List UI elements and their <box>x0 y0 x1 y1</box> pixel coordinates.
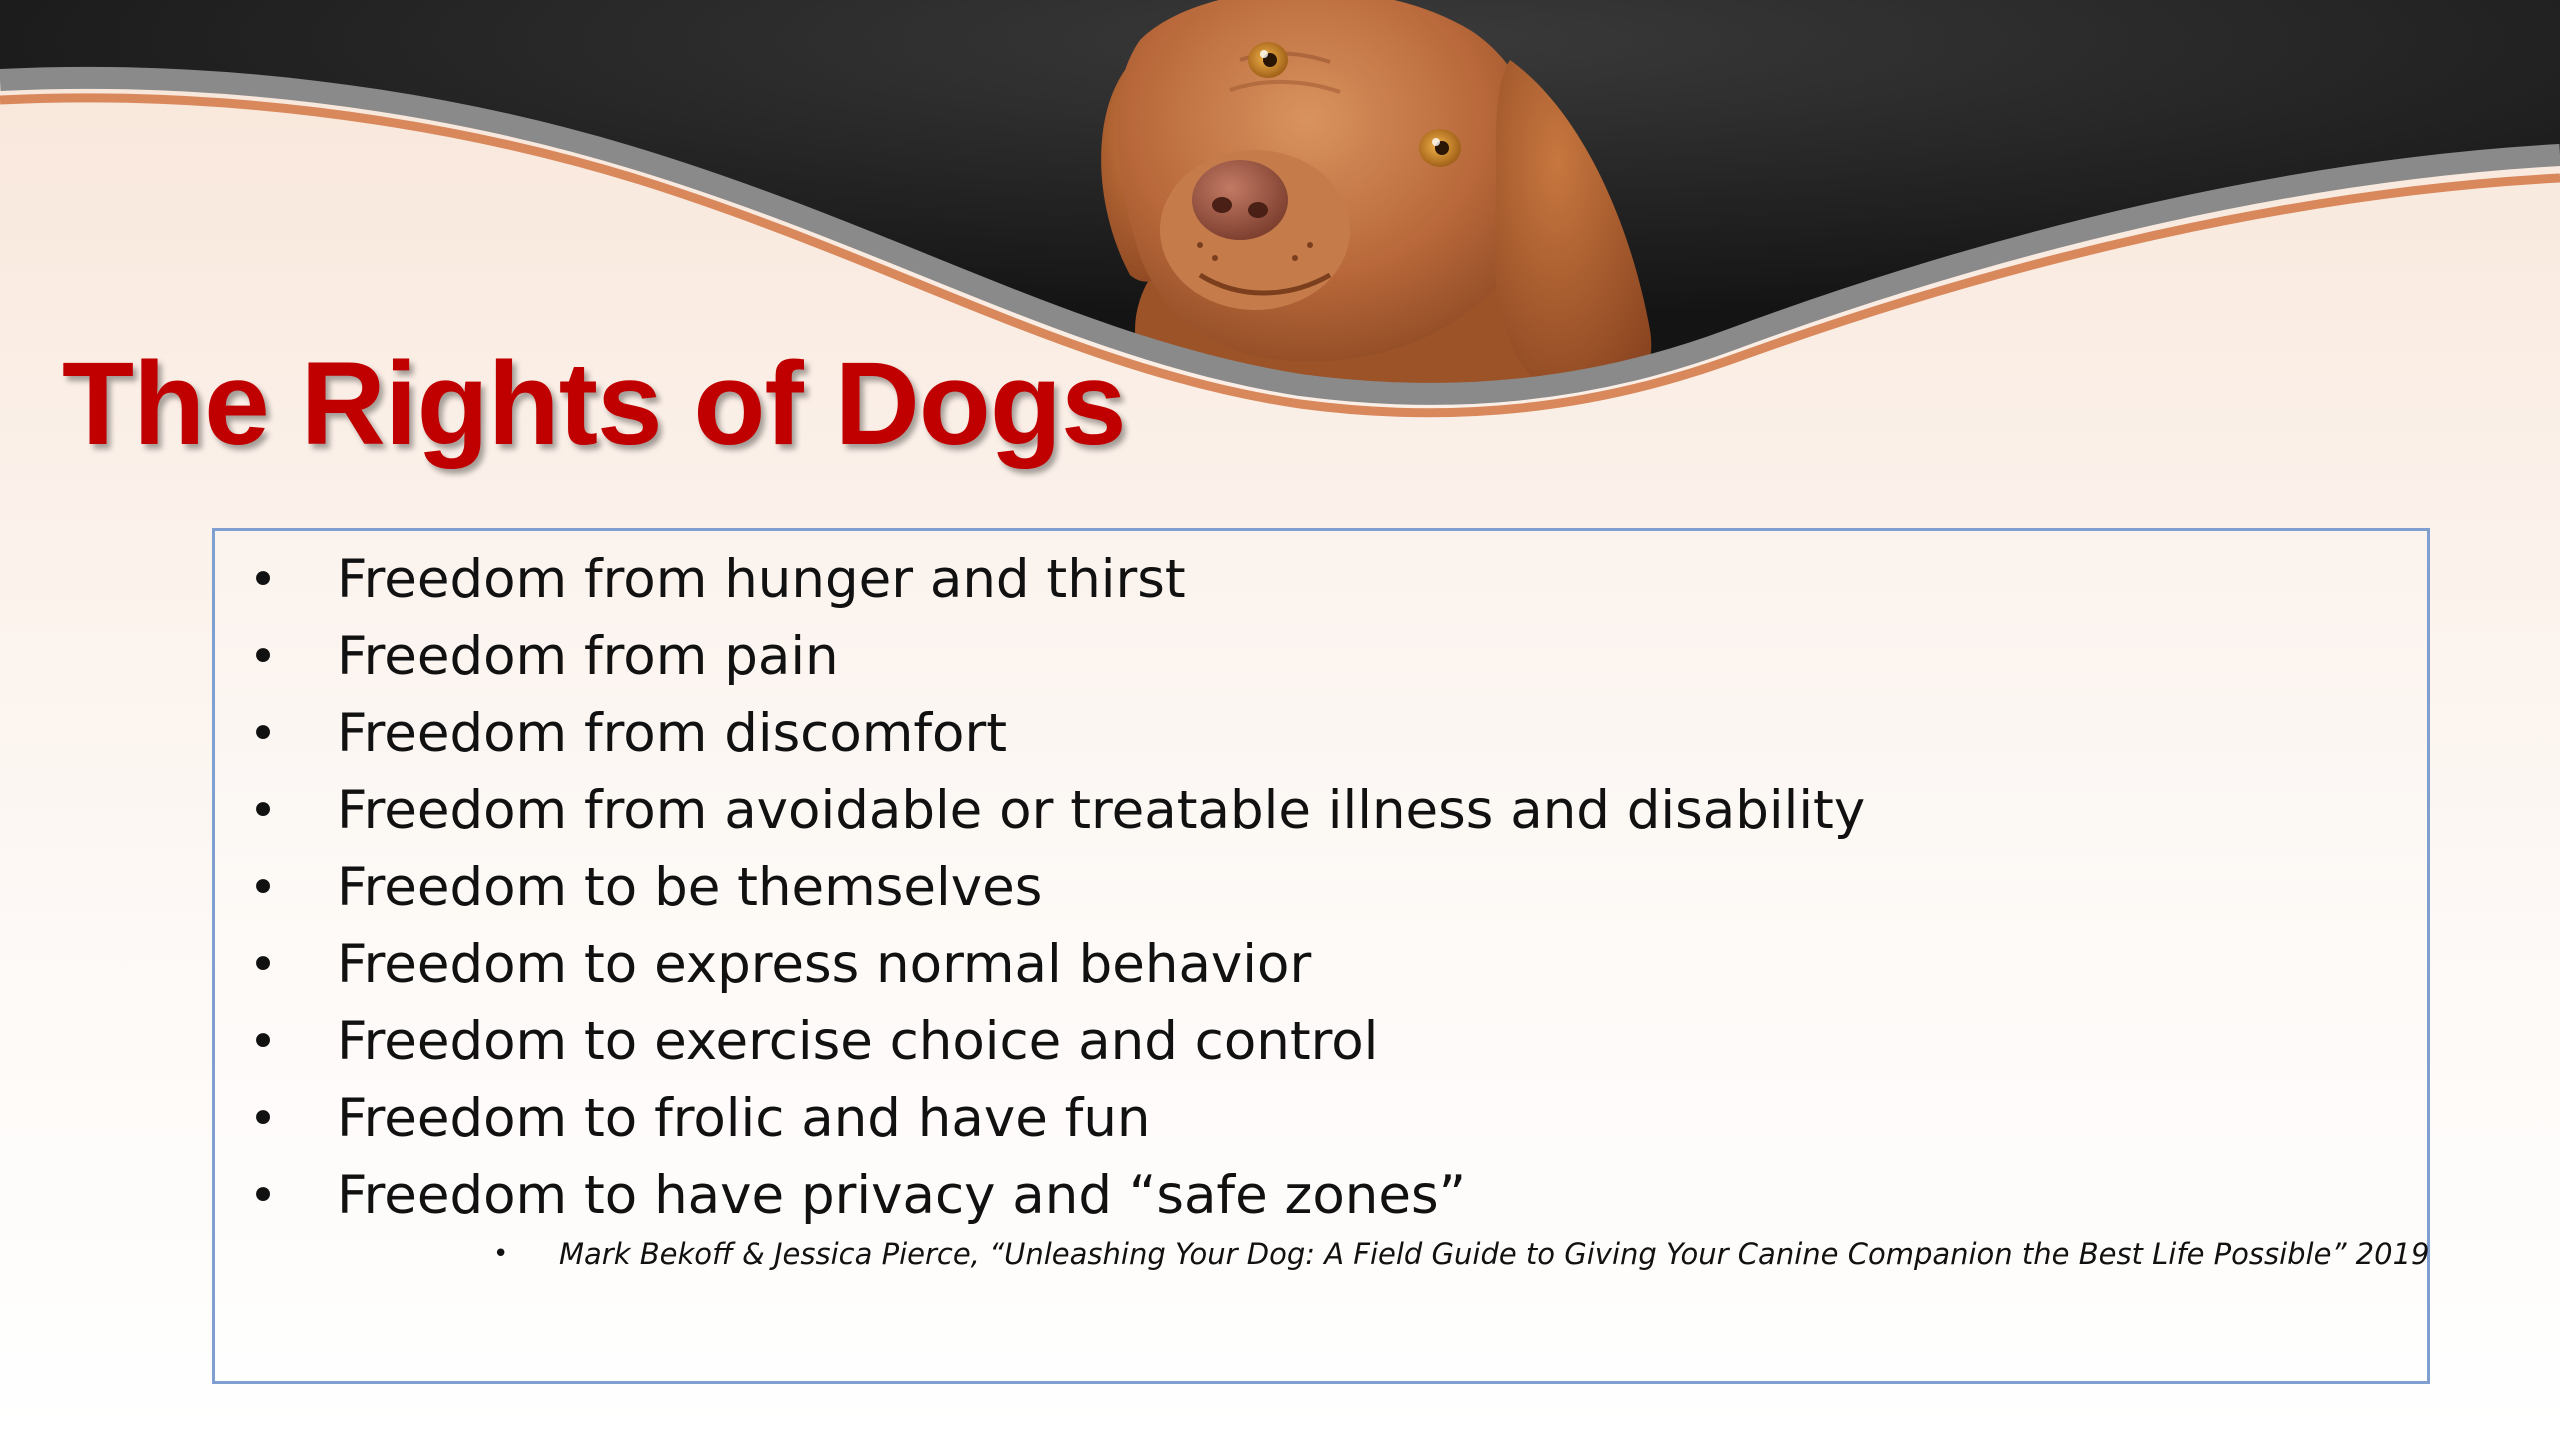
page-title: The Rights of Dogs <box>62 338 1126 470</box>
list-item-text: Freedom to be themselves <box>337 857 1043 918</box>
list-item-text: Freedom to exercise choice and control <box>337 1011 1379 1072</box>
bullet-icon: • <box>248 1013 278 1070</box>
list-item <box>215 618 2427 695</box>
list-item <box>215 1080 2427 1157</box>
list-item <box>215 695 2427 772</box>
list-item-text: Freedom to express normal behavior <box>337 934 1312 995</box>
list-item-text: Freedom from hunger and thirst <box>337 549 1186 610</box>
list-item-text: Freedom to frolic and have fun <box>337 1088 1151 1149</box>
bullet-icon: • <box>248 551 278 608</box>
list-item <box>215 849 2427 926</box>
list-item <box>215 1157 2427 1234</box>
bullet-icon: • <box>248 782 278 839</box>
bullet-icon: • <box>248 705 278 762</box>
bullet-icon: • <box>248 1090 278 1147</box>
list-item <box>215 1003 2427 1080</box>
list-item-text: Freedom to have privacy and “safe zones” <box>337 1165 1467 1226</box>
list-item-text: Freedom from discomfort <box>337 703 1008 764</box>
list-item <box>215 541 2427 618</box>
bullet-icon: • <box>248 859 278 916</box>
content-box <box>212 528 2430 1384</box>
citation <box>215 1231 2430 1281</box>
list-item-text: Freedom from avoidable or treatable illness and disability <box>337 780 1866 841</box>
list-item-text: Freedom from pain <box>337 626 839 687</box>
bullet-icon: • <box>248 936 278 993</box>
rights-list <box>215 541 2427 1234</box>
bullet-icon: • <box>493 1239 509 1269</box>
list-item <box>215 772 2427 849</box>
list-item <box>215 926 2427 1003</box>
bullet-icon: • <box>248 628 278 685</box>
citation-text: Mark Bekoff & Jessica Pierce, “Unleashing Your Dog: A Field Guide to Giving Your Canine Companion the Best Life Possible” 2019 <box>559 1237 2430 1271</box>
bullet-icon: • <box>248 1167 278 1224</box>
